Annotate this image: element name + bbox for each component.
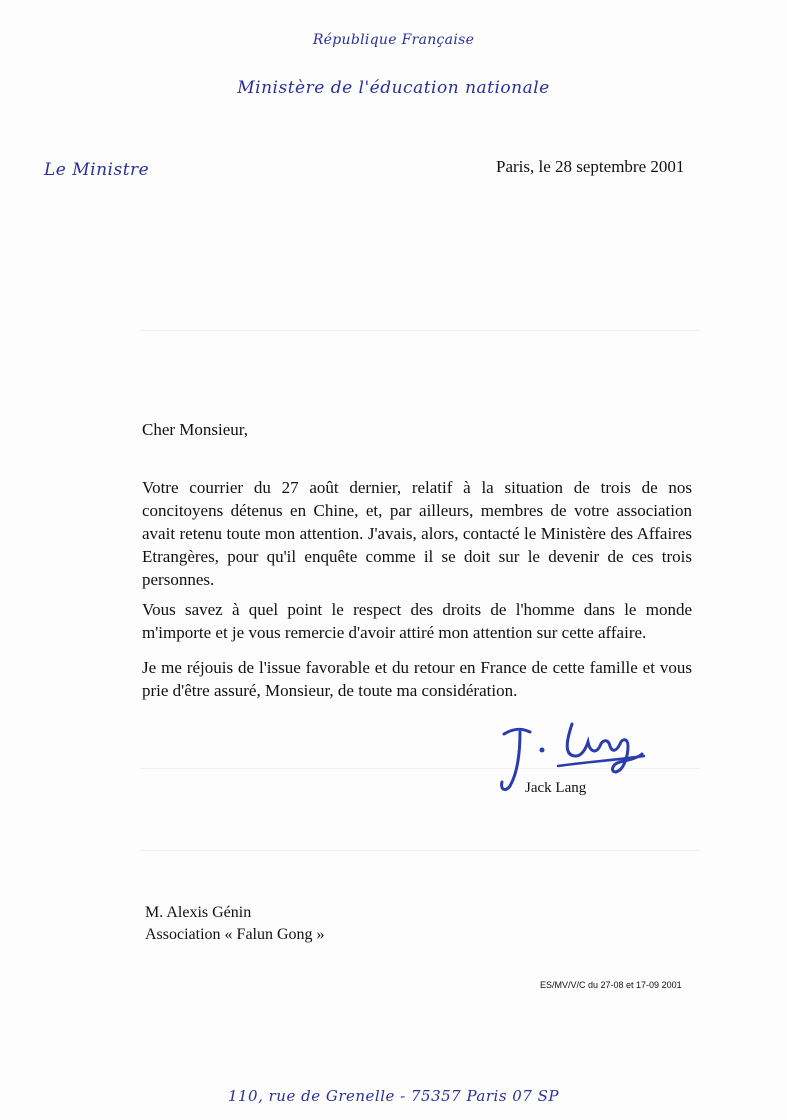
letterhead-ministry: Ministère de l'éducation nationale [237, 78, 550, 98]
show-through-line [140, 850, 700, 851]
paragraph-3: Je me réjouis de l'issue favorable et du retour en France de cette famille et vous prie d'être assuré, Monsieur, de toute ma considération. [142, 658, 692, 700]
show-through-line [140, 330, 700, 331]
paragraph-2: Vous savez à quel point le respect des droits de l'homme dans le monde m'importe et je vous remercie d'avoir attiré mon attention sur cette affaire. [142, 600, 692, 642]
letterhead-republic: République Française [312, 32, 475, 48]
reference-code: ES/MV/V/C du 27-08 et 17-09 2001 [540, 980, 682, 990]
signature-underline [558, 756, 644, 766]
letterhead-minister: Le Ministre [44, 160, 150, 180]
salutation: Cher Monsieur, [142, 420, 249, 439]
recipient-name: M. Alexis Génin [145, 904, 252, 921]
signature-stroke-lang [567, 724, 642, 772]
paragraph-1: Votre courrier du 27 août dernier, relatif à la situation de trois de nos concitoyens détenus en Chine, et, par ailleurs, membres de votre association avait retenu toute mon attention. J'avais, alors, contacté le Ministère des Affaires Etrangères, pour qu'il enquête comme il se doit sur le devenir de ces trois personnes. [142, 478, 692, 589]
letter-date: Paris, le 28 septembre 2001 [496, 157, 685, 176]
footer-address: 110, rue de Grenelle - 75357 Paris 07 SP [227, 1087, 560, 1105]
signer-name: Jack Lang [525, 780, 587, 796]
recipient-organization: Association « Falun Gong » [145, 926, 325, 943]
signature-dot [540, 748, 545, 753]
